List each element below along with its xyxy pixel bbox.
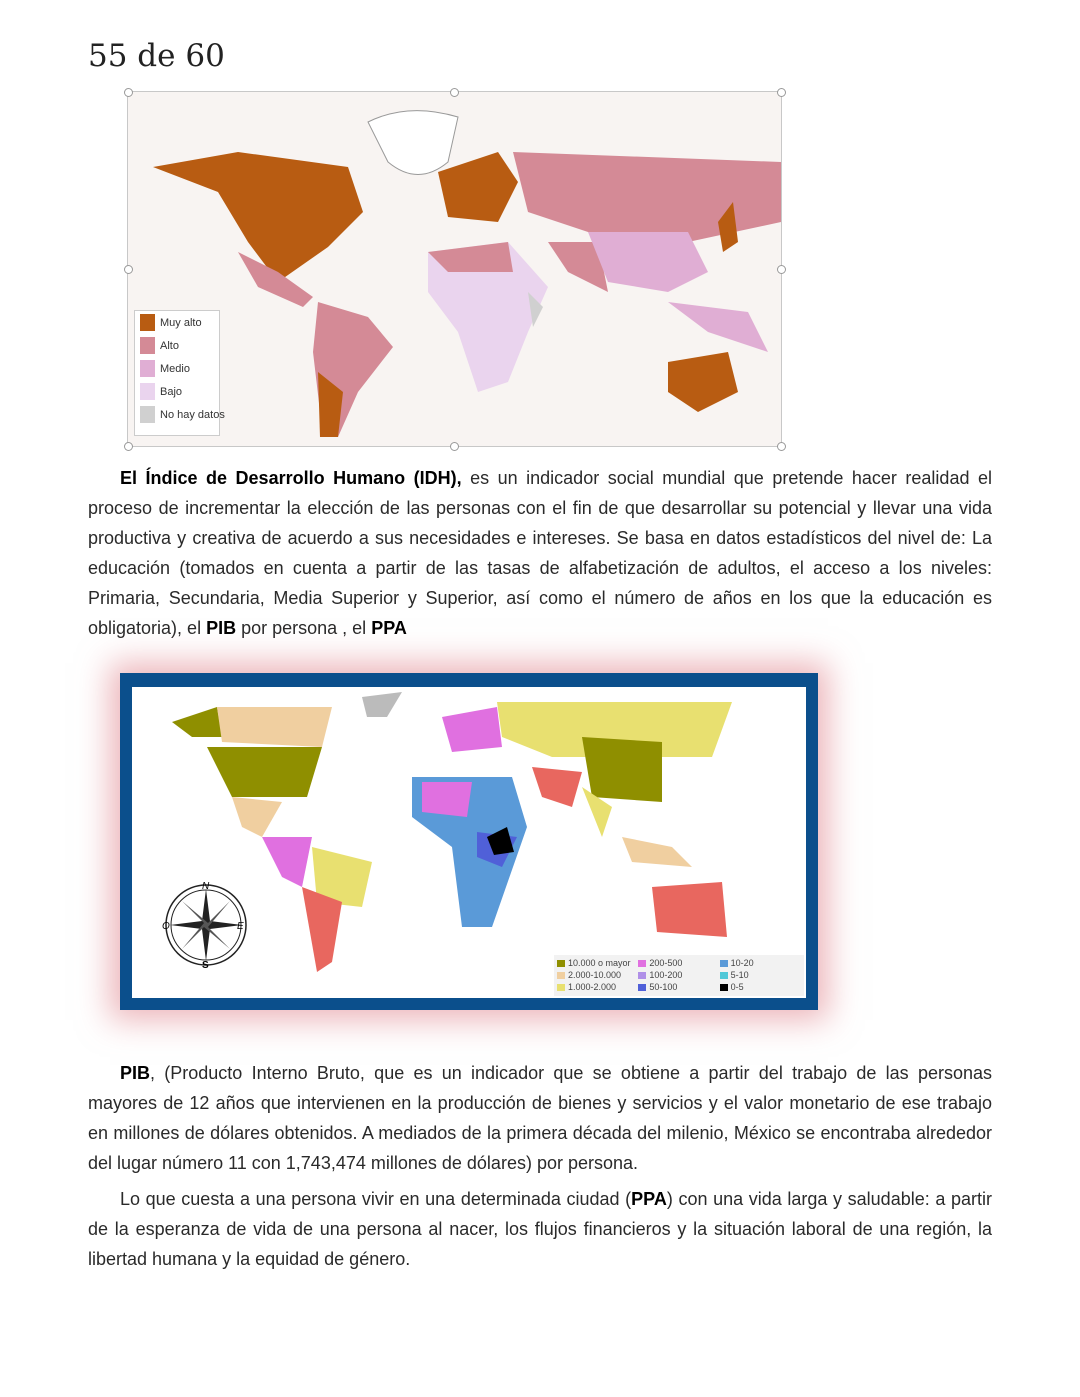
idh-legend bbox=[134, 310, 225, 436]
legend-item bbox=[135, 311, 219, 334]
resize-handle[interactable] bbox=[777, 442, 786, 451]
legend-item bbox=[135, 357, 219, 380]
resize-handle[interactable] bbox=[777, 265, 786, 274]
ppa-term: PPA bbox=[631, 1189, 667, 1209]
paragraph-text: Lo que cuesta a una persona vivir en una determinada ciudad ( bbox=[120, 1189, 632, 1209]
pib-paragraph bbox=[88, 1058, 992, 1178]
legend-item bbox=[638, 970, 719, 981]
legend-item bbox=[557, 970, 638, 981]
legend-item bbox=[720, 970, 801, 981]
legend-label: 2.000-10.000 bbox=[568, 970, 622, 980]
paragraph-text: ) con una vida larga y saludable: a partir de la esperanza de vida de una persona al nacer, los flujos financieros y la situación laboral de una región, la libertad humana y la equidad de género. bbox=[88, 1189, 992, 1269]
legend-label: 5-10 bbox=[730, 970, 749, 980]
legend-label: 200-500 bbox=[649, 958, 683, 968]
resize-handle[interactable] bbox=[124, 442, 133, 451]
legend-label: 0-5 bbox=[730, 982, 744, 992]
paragraph-text: es un indicador social mundial que pretende hacer realidad el proceso de incrementar la elección de las personas con el fin de que desarrollar su potencial y llevar una vida productiva y creativa de acuerdo a sus necesidades e intereses. Se basa en datos estadísticos del nivel de: La educación (tomados en cuenta a partir de las tasas de alfabetización de adultos, el acceso a los niveles: Primaria, Secundaria, Media Superior y Superior, así como el número de años en los que la educación es obligatoria), el bbox=[88, 468, 992, 638]
idh-paragraph bbox=[88, 463, 992, 643]
pib-term: PIB bbox=[206, 618, 237, 638]
pib-term: PIB bbox=[120, 1063, 151, 1083]
text-flow bbox=[88, 1058, 992, 1280]
legend-label: Alto bbox=[160, 339, 179, 352]
page-indicator: 55 de 60 bbox=[88, 38, 225, 74]
legend-item bbox=[135, 403, 225, 426]
compass-n: N bbox=[202, 881, 210, 892]
ppa-term: PPA bbox=[371, 618, 407, 638]
legend-label: Muy alto bbox=[160, 316, 202, 329]
paragraph-text: , (Producto Interno Bruto, que es un indicador que se obtiene a partir del trabajo de las personas mayores de 12 años que intervienen en la producción de bienes y servicios y el valor monetario de ese trabajo en millones de dólares obtenidos. A mediados de la primera década del milenio, México se encontraba alrededor del lugar número 11 con 1,743,474 millones de dólares) por persona. bbox=[88, 1063, 992, 1173]
legend-label: 10.000 o mayor bbox=[568, 958, 631, 968]
legend-label: 100-200 bbox=[649, 970, 683, 980]
gdp-map-frame[interactable] bbox=[120, 673, 818, 1010]
legend-label: No hay datos bbox=[160, 408, 225, 421]
paragraph-text: por persona , el bbox=[236, 618, 372, 638]
legend-item bbox=[720, 982, 801, 993]
legend-item bbox=[720, 958, 801, 969]
compass-rose-icon bbox=[160, 879, 252, 971]
idh-term: El Índice de Desarrollo Humano (IDH), bbox=[120, 468, 462, 488]
legend-item bbox=[557, 958, 638, 969]
resize-handle[interactable] bbox=[124, 265, 133, 274]
resize-handle[interactable] bbox=[450, 442, 459, 451]
legend-item bbox=[135, 380, 219, 403]
legend-label: 50-100 bbox=[649, 982, 678, 992]
legend-label: 1.000-2.000 bbox=[568, 982, 617, 992]
legend-item bbox=[557, 982, 638, 993]
legend-label: 10-20 bbox=[730, 958, 754, 968]
legend-label: Bajo bbox=[160, 385, 183, 398]
resize-handle[interactable] bbox=[777, 88, 786, 97]
legend-label: Medio bbox=[160, 362, 190, 375]
ppa-paragraph bbox=[88, 1184, 992, 1274]
gdp-legend bbox=[554, 955, 804, 996]
resize-handle[interactable] bbox=[450, 88, 459, 97]
legend-item bbox=[638, 982, 719, 993]
gdp-world-map bbox=[132, 687, 806, 998]
legend-item bbox=[638, 958, 719, 969]
compass-e: E bbox=[237, 921, 244, 932]
resize-handle[interactable] bbox=[124, 88, 133, 97]
legend-item bbox=[135, 334, 219, 357]
compass-o: O bbox=[162, 921, 170, 932]
idh-map-graphic bbox=[128, 92, 781, 446]
compass-s: S bbox=[202, 960, 209, 971]
idh-world-map[interactable] bbox=[127, 91, 782, 447]
